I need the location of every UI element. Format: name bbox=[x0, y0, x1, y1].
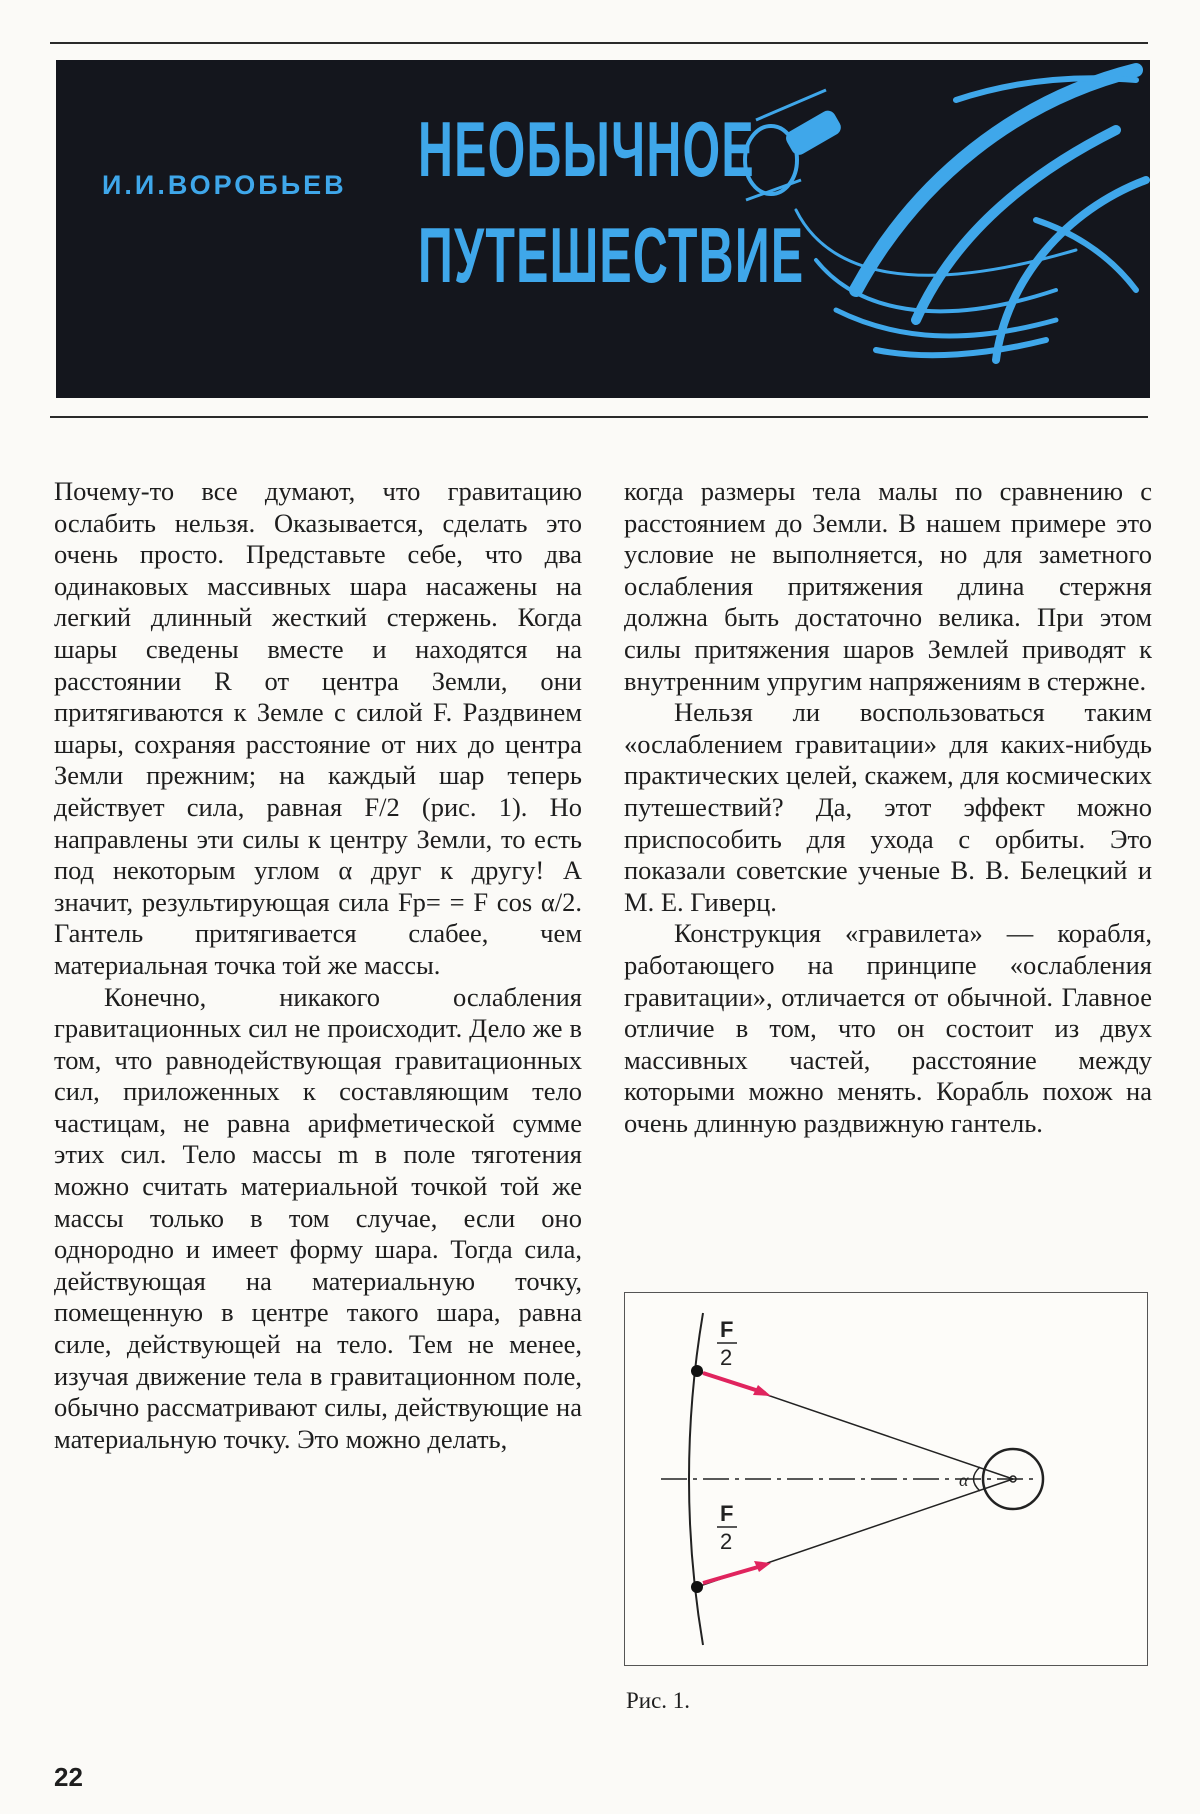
top-rule bbox=[50, 42, 1148, 44]
paragraph: Конечно, никакого ослабления гравитационных сил не происходит. Дело же в том, что равнодействующая гравитационных сил, приложенных к составляющим тело частицам, не равна арифметической сумме этих сил. Тело массы m в поле тяготения можно считать материальной точкой той же массы только в том случае, если оно однородно и имеет форму шара. Тогда сила, действующая на материальную точку, помещенную в центре такого шара, равна силе, действующей на тело. Тем не менее, изучая движение тела в гравитационном поле, обычно рассматривают силы, действующие на материальную точку. Это можно делать, bbox=[54, 981, 582, 1454]
force-label-bottom-den: 2 bbox=[720, 1529, 733, 1554]
force-label-bottom-num: F bbox=[720, 1501, 734, 1526]
spacecraft-icon bbox=[745, 90, 844, 200]
force-arrowhead-top bbox=[753, 1385, 771, 1396]
angle-label: α bbox=[959, 1470, 969, 1490]
paragraph: Нельзя ли воспользоваться таким «ослаблением гравитации» для каких-нибудь практических целей, скажем, для космических путешествий? Да, этот эффект можно приспособить для ухода с орбиты. Это показали советские ученые В. В. Белецкий и М. Е. Гиверц. bbox=[624, 697, 1152, 917]
paragraph: Почему-то все думают, что гравитацию ослабить нельзя. Оказывается, сделать это очень просто. Представьте себе, что два одинаковых массивных шара насажены на легкий длинный жесткий стержень. Когда шары сведены вместе и находятся на расстоянии R от центра Земли, они притягиваются к Земле с силой F. Раздвинем шары, сохраняя расстояние от них до центра Земли прежним; на каждый шар теперь действует сила, равная F/2 (рис. 1). Но направлены эти силы к центру Земли, то есть под некоторым углом α друг к другу! А значит, результирующая сила Fр= = F cos α/2. Гантель притягивается слабее, чем материальная точка той же массы. bbox=[54, 476, 582, 980]
article-column-2 bbox=[624, 476, 1152, 1139]
page-number: 22 bbox=[54, 1762, 83, 1792]
mass-top bbox=[691, 1365, 703, 1377]
paragraph: когда размеры тела малы по сравнению с расстоянием до Земли. В нашем примере это условие не выполняется, но для заметного ослабления притяжения длина стержня должна быть достаточно велика. При этом силы притяжения шаров Землей приводят к внутренним упругим напряжениям в стержне. bbox=[624, 476, 1152, 696]
title-line-1: НЕОБЫЧНОЕ bbox=[418, 105, 755, 193]
force-diagram bbox=[625, 1293, 1147, 1665]
title-line-2: ПУТЕШЕСТВИЕ bbox=[418, 211, 805, 299]
figure-1 bbox=[624, 1292, 1148, 1666]
paragraph: Конструкция «гравилета» — корабля, работающего на принципе «ослабления гравитации», отличается от обычной. Главное отличие в том, что он состоит из двух массивных частей, расстояние между которыми можно менять. Корабль похож на очень длинную раздвижную гантель. bbox=[624, 918, 1152, 1138]
bottom-rule bbox=[50, 416, 1148, 418]
mass-bottom bbox=[691, 1581, 703, 1593]
title-banner bbox=[56, 60, 1150, 398]
author-name: И.И.ВОРОБЬЕВ bbox=[102, 170, 347, 200]
article-column-1 bbox=[54, 476, 582, 1455]
force-arrow-bottom bbox=[703, 1565, 765, 1583]
force-label-top-den: 2 bbox=[720, 1345, 733, 1370]
force-label-top-num: F bbox=[720, 1317, 734, 1342]
figure-caption: Рис. 1. bbox=[626, 1688, 691, 1713]
